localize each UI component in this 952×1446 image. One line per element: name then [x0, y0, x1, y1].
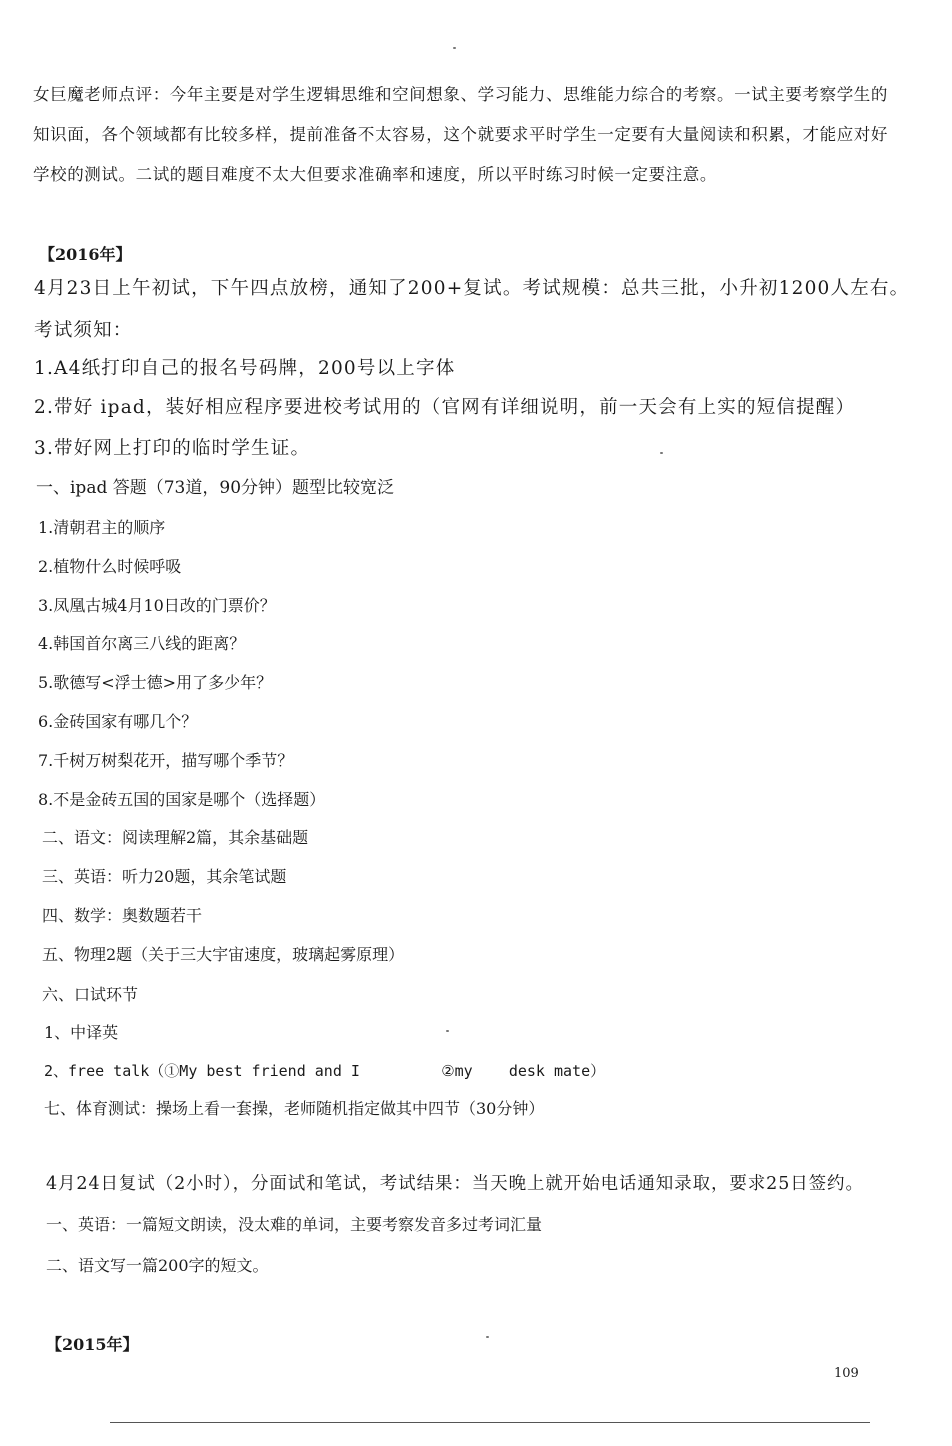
ipad-question-8: 8.不是金砖五国的国家是哪个（选择题） — [38, 790, 326, 809]
scan-speck — [486, 1336, 489, 1338]
notice-title: 考试须知： — [34, 320, 133, 341]
scan-speck — [660, 452, 663, 454]
ipad-question-1: 1.清朝君主的顺序 — [38, 518, 166, 537]
pe-test: 七、体育测试：操场上看一套操，老师随机指定做其中四节（30分钟） — [44, 1099, 545, 1118]
intro-line-1: 女巨魔老师点评：今年主要是对学生逻辑思维和空间想象、学习能力、思维能力综合的考察。一试主要考察学生的 — [33, 85, 888, 104]
heading-2016: 【2016年】 — [39, 245, 132, 264]
page-number: 109 — [834, 1366, 859, 1381]
scan-speck — [446, 1030, 449, 1032]
heading-2015: 【2015年】 — [46, 1335, 139, 1354]
notice-item-2: 2.带好 ipad，装好相应程序要进校考试用的（官网有详细说明，前一天会有上实的短信提醒） — [34, 397, 856, 418]
notice-item-1: 1.A4纸打印自己的报名号码牌，200号以上字体 — [34, 358, 456, 379]
oral-item-2: 2、free talk（①My best friend and I ②my desk mate） — [44, 1062, 606, 1080]
subject-physics: 五、物理2题（关于三大宇宙速度，玻璃起雾原理） — [42, 945, 405, 964]
ipad-section-title: 一、ipad 答题（73道，90分钟）题型比较宽泛 — [36, 478, 395, 498]
scan-speck — [453, 47, 456, 49]
ipad-question-2: 2.植物什么时候呼吸 — [38, 557, 182, 576]
ipad-question-7: 7.千树万树梨花开，描写哪个季节？ — [38, 751, 294, 770]
subject-english: 三、英语：听力20题，其余笔试题 — [42, 867, 287, 886]
oral-item-1: 1、中译英 — [44, 1023, 119, 1042]
retest-item-1: 一、英语：一篇短文朗读，没太难的单词，主要考察发音多过考词汇量 — [46, 1215, 543, 1234]
ipad-question-6: 6.金砖国家有哪几个？ — [38, 712, 198, 731]
footer-rule — [110, 1422, 870, 1423]
notice-item-3: 3.带好网上打印的临时学生证。 — [34, 438, 311, 459]
intro-line-2: 知识面，各个领域都有比较多样，提前准备不太容易，这个就要求平时学生一定要有大量阅读和积累，才能应对好 — [33, 125, 888, 144]
ipad-question-4: 4.韩国首尔离三八线的距离？ — [38, 634, 246, 653]
subject-oral: 六、口试环节 — [42, 985, 139, 1004]
subject-math: 四、数学：奥数题若干 — [42, 906, 203, 925]
subject-chinese: 二、语文：阅读理解2篇，其余基础题 — [42, 828, 309, 847]
intro-line-3: 学校的测试。二试的题目难度不太大但要求准确率和速度，所以平时练习时候一定要注意。 — [33, 165, 717, 184]
exam-schedule: 4月23日上午初试，下午四点放榜，通知了200+复试。考试规模：总共三批，小升初1200人左右。 — [34, 278, 910, 299]
retest-info: 4月24日复试（2小时），分面试和笔试，考试结果：当天晚上就开始电话通知录取，要求25日签约。 — [46, 1174, 864, 1194]
ipad-question-3: 3.凤凰古城4月10日改的门票价？ — [38, 596, 276, 615]
retest-item-2: 二、语文写一篇200字的短文。 — [46, 1256, 269, 1275]
ipad-question-5: 5.歌德写<浮士德>用了多少年？ — [38, 673, 273, 692]
